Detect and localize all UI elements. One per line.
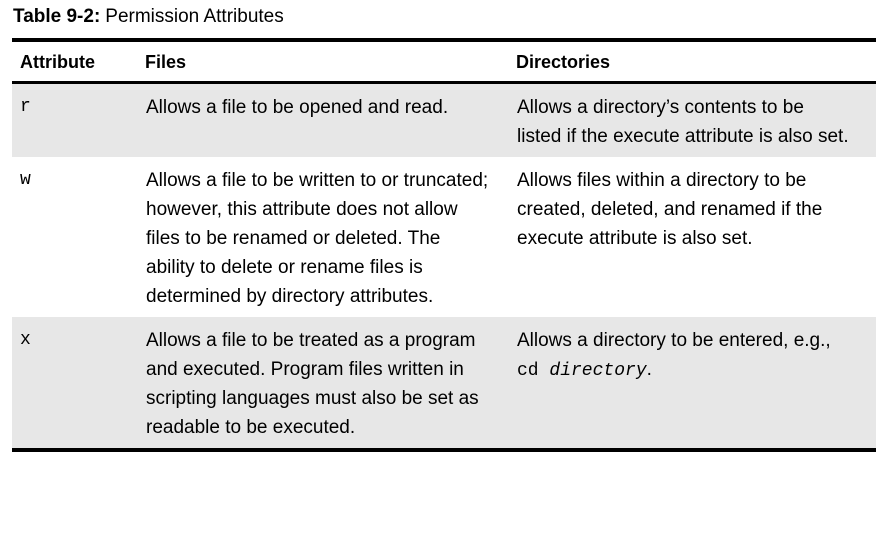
cell-text: Allows a directory to be entered, e.g., [517,330,831,351]
attribute-cell: w [20,170,31,190]
table-title [13,5,284,29]
table-header-row [12,40,876,83]
directories-cell [516,157,876,317]
column-header-attribute: Attribute [12,40,145,83]
table-row-r [12,83,876,158]
cell-text: Allows files within a directory to be created, deleted, and renamed if the execute attribute is also set. [517,170,823,249]
files-cell [145,83,516,158]
table-title-caption: Permission Attributes [105,6,284,27]
permission-attributes-table [12,38,876,452]
table-title-label: Table 9-2: [13,6,101,27]
files-cell [145,317,516,450]
cell-text: Allows a directory’s contents to be listed if the execute attribute is also set. [517,97,849,147]
column-header-files: Files [145,40,516,83]
table-row-w [12,157,876,317]
table-row-x [12,317,876,450]
cell-text: . [646,359,652,380]
column-header-directories: Directories [516,40,876,83]
cell-text: Allows a file to be treated as a program and executed. Program files written in scripting languages must also be set as readable to be executed. [146,330,479,438]
cell-text-mono: cd [517,361,550,381]
table-body [12,83,876,451]
cell-text: Allows a file to be written to or truncated; however, this attribute does not allow files to be renamed or deleted. The ability to delete or rename files is determined by directory attributes. [146,170,489,307]
cell-text: Allows a file to be opened and read. [146,97,449,118]
files-cell [145,157,516,317]
directories-cell [516,317,876,450]
cell-text-mono-italic: directory [549,361,647,381]
attribute-cell: x [20,330,31,350]
directories-cell [516,83,876,158]
attribute-cell: r [20,97,31,117]
